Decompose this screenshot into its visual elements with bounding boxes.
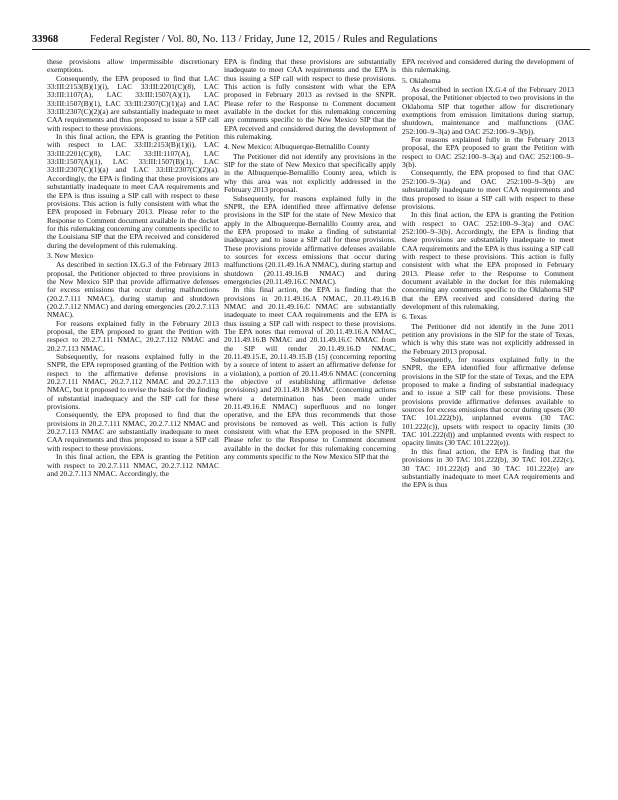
paragraph: Consequently, the EPA proposed to find that the provisions in 20.2.7.111 NMAC, 20.2.7.112 NMAC and 20.2.7.113 NMAC are substantially inadequate to meet CAA requirements and thus proposed to issue a SIP call with respect to these provisions.	[47, 410, 219, 453]
paragraph: Subsequently, for reasons explained fully in the SNPR, the EPA identified four affirmative defense provisions in the SIP for the state of Texas, and the EPA proposed to make a finding of substantial inadequacy and to issue a SIP call for these provisions. These provisions provide affirmative defenses available to sources for excess emissions that occur during upsets (30 TAC 101.222(b)), unplanned events (30 TAC 101.222(c)), upsets with respect to opacity limits (30 TAC 101.222(d)) and unplanned events with respect to opacity limits (30 TAC 101.222(e)).	[402, 355, 574, 448]
section-heading-new-mexico: 3. New Mexico	[47, 250, 94, 260]
paragraph: As described in section IX.G.4 of the February 2013 proposal, the Petitioner objected to two provisions in the Oklahoma SIP that together allow for discretionary exemptions from emission limitations during startup, shutdown, maintenance and malfunctions (OAC 252:100–9–3(a) and OAC 252:100–9–3(b)).	[402, 85, 574, 136]
paragraph: EPA is finding that these provisions are substantially inadequate to meet CAA requirements and the EPA is thus issuing a SIP call with respect to these provisions. This action is fully consistent with what the EPA proposed in February 2013 as revised in the SNPR. Please refer to the Response to Comment document available in the docket for this rulemaking concerning any comments specific to the New Mexico SIP that the EPA received and considered during the development of this rulemaking.	[224, 57, 396, 142]
column-3	[402, 58, 574, 490]
paragraph: Subsequently, for reasons explained fully in the SNPR, the EPA identified three affirmative defense provisions in the SIP for the state of New Mexico that apply in the Albuquerque-Bernalillo County area, and the EPA proposed to make a finding of substantial inadequacy and to issue a SIP call for these provisions. These provisions provide affirmative defenses available to sources for excess emissions that occur during malfunctions (20.11.49.16.A NMAC), during startup and shutdown (20.11.49.16.B NMAC) and during emergencies (20.11.49.16.C NMAC).	[224, 193, 396, 286]
paragraph: For reasons explained fully in the February 2013 proposal, the EPA proposed to grant the Petition with respect to 20.2.7.111 NMAC, 20.2.7.112 NMAC and 20.2.7.113 NMAC.	[47, 318, 219, 353]
page-number: 33968	[32, 34, 59, 45]
paragraph: these provisions allow impermissible discretionary exemptions.	[47, 57, 219, 75]
running-head: Federal Register / Vol. 80, No. 113 / Friday, June 12, 2015 / Rules and Regulations	[90, 34, 438, 45]
section-heading-albuquerque: 4. New Mexico: Albuquerque-Bernalillo County	[224, 142, 370, 152]
column-1	[47, 58, 219, 478]
paragraph: Consequently, the EPA proposed to find that OAC 252:100–9–3(a) and OAC 252:100–9–3(b) are substantially inadequate to meet CAA requirements and thus proposed to issue a SIP call with respect to these provisions.	[402, 168, 574, 211]
paragraph: In this final action, the EPA is finding that the provisions in 30 TAC 101.222(b), 30 TAC 101.222(c), 30 TAC 101.222(d) and 30 TAC 101.222(e) are substantially inadequate to meet CAA requirements and the EPA is thus	[402, 446, 574, 490]
paragraph: For reasons explained fully in the February 2013 proposal, the EPA proposed to grant the Petition with respect to OAC 252:100–9–3(a) and OAC 252:100–9–3(b).	[402, 135, 574, 170]
paragraph: In this final action, the EPA is granting the Petition with respect to OAC 252:100–9–3(a) and OAC 252:100–9–3(b). Accordingly, the EPA is finding that these provisions are substantially inadequate to meet CAA requirements and the EPA is thus issuing a SIP call with respect to these provisions. This action is fully consistent with what the EPA proposed in February 2013. Please refer to the Response to Comment document available in the docket for this rulemaking concerning any comments specific to the Oklahoma SIP that the EPA received and considered during the development of this rulemaking.	[402, 210, 574, 311]
paragraph: Subsequently, for reasons explained fully in the SNPR, the EPA reproposed granting of the Petition with respect to the affirmative defense provisions in 20.2.7.111 NMAC, 20.2.7.112 NMAC and 20.2.7.113 NMAC, but it proposed to revise the basis for the finding of substantial inadequacy and the SIP call for these provisions.	[47, 352, 219, 412]
section-heading-oklahoma: 5. Oklahoma	[402, 75, 441, 85]
header-rule	[32, 49, 590, 50]
paragraph: In this final action, the EPA is finding that the provisions in 20.11.49.16.A NMAC, 20.11.49.16.B NMAC and 20.11.49.16.C NMAC are substantially inadequate to meet CAA requirements and the EPA is thus issuing a SIP call with respect to these provisions. The EPA notes that removal of 20.11.49.16.A NMAC, 20.11.49.16.B NMAC and 20.11.49.16.C NMAC from the SIP will render 20.11.49.16.D NMAC, 20.11.49.15.E, 20.11.49.15.B (15) (concerning reporting by a source of intent to assert an affirmative defense for a violation), a portion of 20.11.49.6 NMAC (concerning the objective of establishing affirmative defense provisions) and 20.11.49.18 NMAC (concerning actions where a determination has been made under 20.11.49.16.E NMAC) superfluous and no longer operative, and the EPA thus recommends that those provisions be removed as well. This action is fully consistent with what the EPA proposed in the SNPR. Please refer to the Response to Comment document available in the docket for this rulemaking concerning any comments specific to the New Mexico SIP that the	[224, 285, 396, 462]
paragraph: As described in section IX.G.3 of the February 2013 proposal, the Petitioner objected to three provisions in the New Mexico SIP that provide affirmative defenses for excess emissions that occur during malfunctions (20.2.7.111 NMAC), during startup and shutdown (20.2.7.112 NMAC) and during emergencies (20.2.7.113 NMAC).	[47, 260, 219, 320]
page-header	[32, 33, 590, 47]
paragraph: In this final action, the EPA is granting the Petition with respect to LAC 33:III:2153(B)(1)(i), LAC 33:III:2201(C)(8), LAC 33:III:1107(A), LAC 33:III:1507(A)(1), LAC 33:III:1507(B)(1), LAC 33:III:2307(C)(1)(a) and LAC 33:III:2307(C)(2)(a). Accordingly, the EPA is finding that these provisions are substantially inadequate to meet CAA requirements and the EPA is thus issuing a SIP call with respect to these provisions. This action is fully consistent with what the EPA proposed in February 2013. Please refer to the Response to Comment document available in the docket for this rulemaking concerning any comments specific to the Louisiana SIP that the EPA received and considered during the development of this rulemaking.	[47, 132, 219, 250]
column-2	[224, 58, 396, 462]
paragraph: The Petitioner did not identify in the June 2011 petition any provisions in the SIP for the state of Texas, which is why this state was not explicitly addressed in the February 2013 proposal.	[402, 321, 574, 356]
paragraph: Consequently, the EPA proposed to find that LAC 33:III:2153(B)(1)(i), LAC 33:III:2201(C)(8), LAC 33:III:1107(A), LAC 33:III:1507(A)(1), LAC 33:III:1507(B)(1), LAC 33:III:2307(C)(1)(a) and LAC 33:III:2307(C)(2)(a) are substantially inadequate to meet CAA requirements and thus proposed to issue a SIP call with respect to these provisions.	[47, 73, 219, 133]
section-heading-texas: 6. Texas	[402, 312, 427, 322]
paragraph: EPA received and considered during the development of this rulemaking.	[402, 57, 574, 75]
paragraph: The Petitioner did not identify any provisions in the SIP for the state of New Mexico that specifically apply in the Albuquerque-Bernalillo County area, which is why this area was not explicitly addressed in the February 2013 proposal.	[224, 151, 396, 195]
paragraph: In this final action, the EPA is granting the Petition with respect to 20.2.7.111 NMAC, 20.2.7.112 NMAC and 20.2.7.113 NMAC. Accordingly, the	[47, 452, 219, 478]
